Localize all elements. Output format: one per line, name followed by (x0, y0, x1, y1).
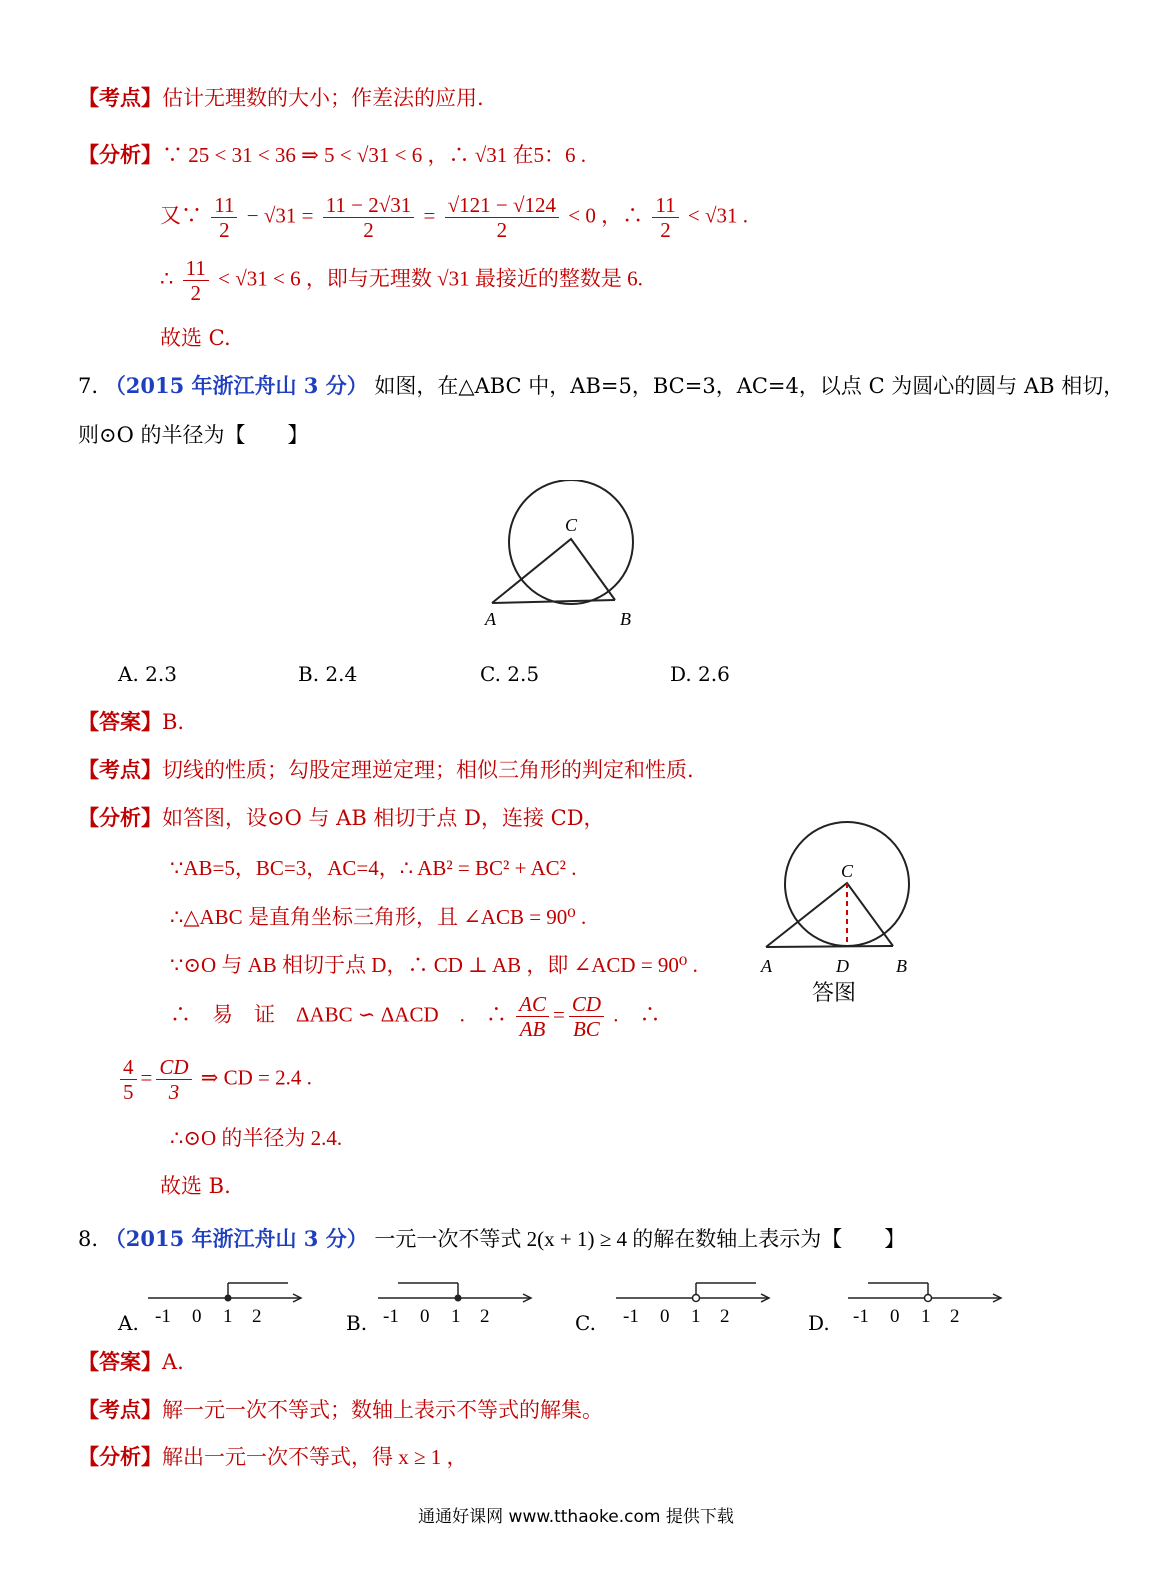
tick-label: -1 (383, 1306, 399, 1327)
text: < 0 ，∴ (568, 203, 644, 228)
q8-option-c-label[interactable]: C. (575, 1311, 596, 1335)
q8-option-a-numberline[interactable] (140, 1278, 310, 1328)
label-a: A (761, 956, 772, 976)
numerator: 11 (183, 256, 209, 281)
fenxi-tag: 【分析】 (78, 805, 162, 830)
text: < √31 < 6 ，即与无理数 √31 最接近的整数是 6. (218, 266, 643, 291)
denominator: 2 (190, 281, 201, 305)
tick-label: -1 (623, 1306, 639, 1327)
tick-label: 1 (223, 1306, 233, 1327)
denominator: 2 (660, 218, 671, 242)
text: ⇒ CD = 2.4 . (200, 1065, 312, 1090)
q7-fenxi-8: 故选 B. (160, 1174, 231, 1198)
q7-option-c[interactable]: C. 2.5 (480, 662, 540, 686)
label-d: D (836, 956, 849, 976)
triangle-sides (492, 539, 615, 603)
fenxi-text: 如答图，设⊙O 与 AB 相切于点 D，连接 CD， (162, 806, 605, 830)
denominator: 2 (363, 218, 374, 242)
q8-kaodian (78, 1396, 603, 1424)
fraction (516, 992, 549, 1041)
fenxi-text: ∵ 25 < 31 < 36 ⇒ 5 < √31 < 6 ，∴ √31 在5：6 . (162, 143, 587, 167)
denominator: 3 (168, 1080, 180, 1104)
kaodian-text: 估计无理数的大小；作差法的应用. (162, 86, 484, 110)
fraction (445, 193, 559, 242)
fenxi-tag: 【分析】 (78, 1445, 162, 1469)
q7-figure (470, 480, 670, 640)
q8-option-b-label[interactable]: B. (346, 1311, 368, 1335)
label-c: C (565, 515, 578, 535)
circle (509, 480, 633, 604)
q7-option-d[interactable]: D. 2.6 (670, 662, 730, 686)
numerator: 11 − 2√31 (323, 193, 415, 218)
text: . ∴ (613, 1002, 661, 1027)
kaodian-tag: 【考点】 (78, 1397, 162, 1422)
numerator: 4 (120, 1055, 137, 1080)
kaodian-text: 解一元一次不等式；数轴上表示不等式的解集。 (162, 1398, 603, 1422)
numerator: 11 (211, 193, 237, 218)
label-a: A (485, 609, 496, 629)
text: < √31 . (687, 203, 748, 228)
page-footer: 通通好课网 www.tthaoke.com 提供下载 (418, 1507, 734, 1527)
tick-label: 2 (950, 1306, 960, 1327)
label-c: C (841, 861, 854, 881)
numerator: √121 − √124 (445, 193, 559, 218)
daan-text: B. (162, 710, 185, 734)
text: ∴ (160, 266, 174, 291)
fenxi-line-2: 又∵ $\frac{11}{2}$ − √31 = $\frac{11 - 2√31}{2}$ = $\frac{√121 - √124}{2}$ < 0 ，∴ $\frac{11}{2}$ < √31 . (160, 193, 748, 242)
q7-answer (78, 708, 184, 736)
tick-label: 0 (890, 1306, 900, 1327)
q7-fenxi-1 (78, 804, 605, 832)
numerator: CD (569, 992, 604, 1017)
q7-stem (78, 372, 1124, 400)
fraction (183, 256, 209, 305)
q7-stem-text: 如图，在△ABC 中，AB=5，BC=3，AC=4，以点 C 为圆心的圆与 AB 相切， (374, 374, 1125, 398)
fraction (156, 1055, 191, 1104)
open-dot (693, 1295, 700, 1302)
q8-option-d-numberline[interactable] (840, 1278, 1010, 1328)
figure-caption: 答图 (812, 981, 857, 1006)
fraction (569, 992, 604, 1041)
tick-label: -1 (155, 1306, 171, 1327)
denominator: AB (519, 1017, 546, 1041)
kaodian-line (78, 84, 484, 112)
tick-label: 0 (192, 1306, 202, 1327)
daan-text: A. (162, 1350, 184, 1374)
fraction (323, 193, 415, 242)
tick-label: 2 (480, 1306, 490, 1327)
q7-fenxi-2: ∵AB=5，BC=3，AC=4，∴ AB² = BC² + AC² . (170, 856, 577, 880)
fraction (211, 193, 237, 242)
q8-number: 8. (78, 1227, 99, 1251)
tick-label: 1 (921, 1306, 931, 1327)
q7-fenxi-7: ∴⊙O 的半径为 2.4. (170, 1126, 343, 1150)
kaodian-tag: 【考点】 (78, 85, 162, 110)
fenxi-text: 解出一元一次不等式，得 x ≥ 1 ， (162, 1445, 468, 1469)
tick-label: 0 (660, 1306, 670, 1327)
q8-option-a-label[interactable]: A. (118, 1311, 139, 1335)
denominator: BC (572, 1017, 600, 1041)
fraction (652, 193, 678, 242)
conclusion: 故选 C. (160, 326, 231, 350)
daan-tag: 【答案】 (78, 1349, 162, 1374)
denominator: 5 (123, 1080, 134, 1104)
q8-source: （2015 年浙江舟山 3 分） (104, 1226, 368, 1251)
label-b: B (620, 609, 631, 629)
q8-option-d-label[interactable]: D. (808, 1311, 830, 1335)
fenxi-line-1 (78, 141, 586, 169)
q8-option-c-numberline[interactable] (608, 1278, 778, 1328)
q8-option-b-numberline[interactable] (370, 1278, 540, 1328)
q7-option-b[interactable]: B. 2.4 (298, 662, 358, 686)
q8-answer (78, 1348, 184, 1376)
numerator: CD (156, 1055, 191, 1080)
q8-stem (78, 1225, 905, 1253)
tick-label: 1 (691, 1306, 701, 1327)
text: 又∵ (160, 203, 202, 228)
fraction (120, 1055, 137, 1104)
tick-label: 2 (720, 1306, 730, 1327)
q7-stem-2: 则⊙O 的半径为【 】 (78, 423, 309, 447)
q7-number: 7. (78, 374, 99, 398)
q7-fenxi-4: ∵⊙O 与 AB 相切于点 D，∴ CD ⊥ AB ，即 ∠ACD = 90⁰ . (170, 953, 698, 977)
q7-fenxi-6: $\frac{4}{5}$ = $\frac{CD}{3}$ ⇒ CD = 2.4 . (116, 1055, 312, 1104)
fenxi-line-3 (160, 256, 643, 305)
denominator: 2 (496, 218, 508, 242)
segment-ab (766, 946, 893, 947)
q7-source: （2015 年浙江舟山 3 分） (104, 373, 368, 398)
denominator: 2 (219, 218, 230, 242)
q7-fenxi-5: ∴ 易 证 ΔABC ∽ ΔACD . ∴ $\frac{AC}{AB}$ = $\frac{CD}{BC}$ . ∴ (170, 992, 661, 1041)
kaodian-tag: 【考点】 (78, 757, 162, 782)
q7-option-a[interactable]: A. 2.3 (118, 662, 177, 686)
open-dot (925, 1295, 932, 1302)
tick-label: 1 (451, 1306, 461, 1327)
daan-tag: 【答案】 (78, 709, 162, 734)
text: − √31 = (246, 203, 314, 228)
fenxi-tag: 【分析】 (78, 143, 162, 167)
q8-fenxi (78, 1443, 468, 1471)
numerator: AC (516, 992, 549, 1017)
q8-stem-text: 一元一次不等式 2(x + 1) ≥ 4 的解在数轴上表示为【 】 (374, 1227, 906, 1251)
q7-kaodian (78, 756, 694, 784)
tick-label: 0 (420, 1306, 430, 1327)
closed-dot (455, 1295, 462, 1302)
q7-answer-figure (758, 820, 928, 1010)
closed-dot (225, 1295, 232, 1302)
tick-label: -1 (853, 1306, 869, 1327)
tick-label: 2 (252, 1306, 262, 1327)
label-b: B (896, 956, 907, 976)
q7-fenxi-3: ∴△ABC 是直角坐标三角形，且 ∠ACB = 90⁰ . (170, 905, 587, 929)
kaodian-text: 切线的性质；勾股定理逆定理；相似三角形的判定和性质. (162, 758, 694, 782)
numerator: 11 (652, 193, 678, 218)
text: ∴ 易 证 ΔABC ∽ ΔACD . ∴ (170, 1002, 507, 1027)
